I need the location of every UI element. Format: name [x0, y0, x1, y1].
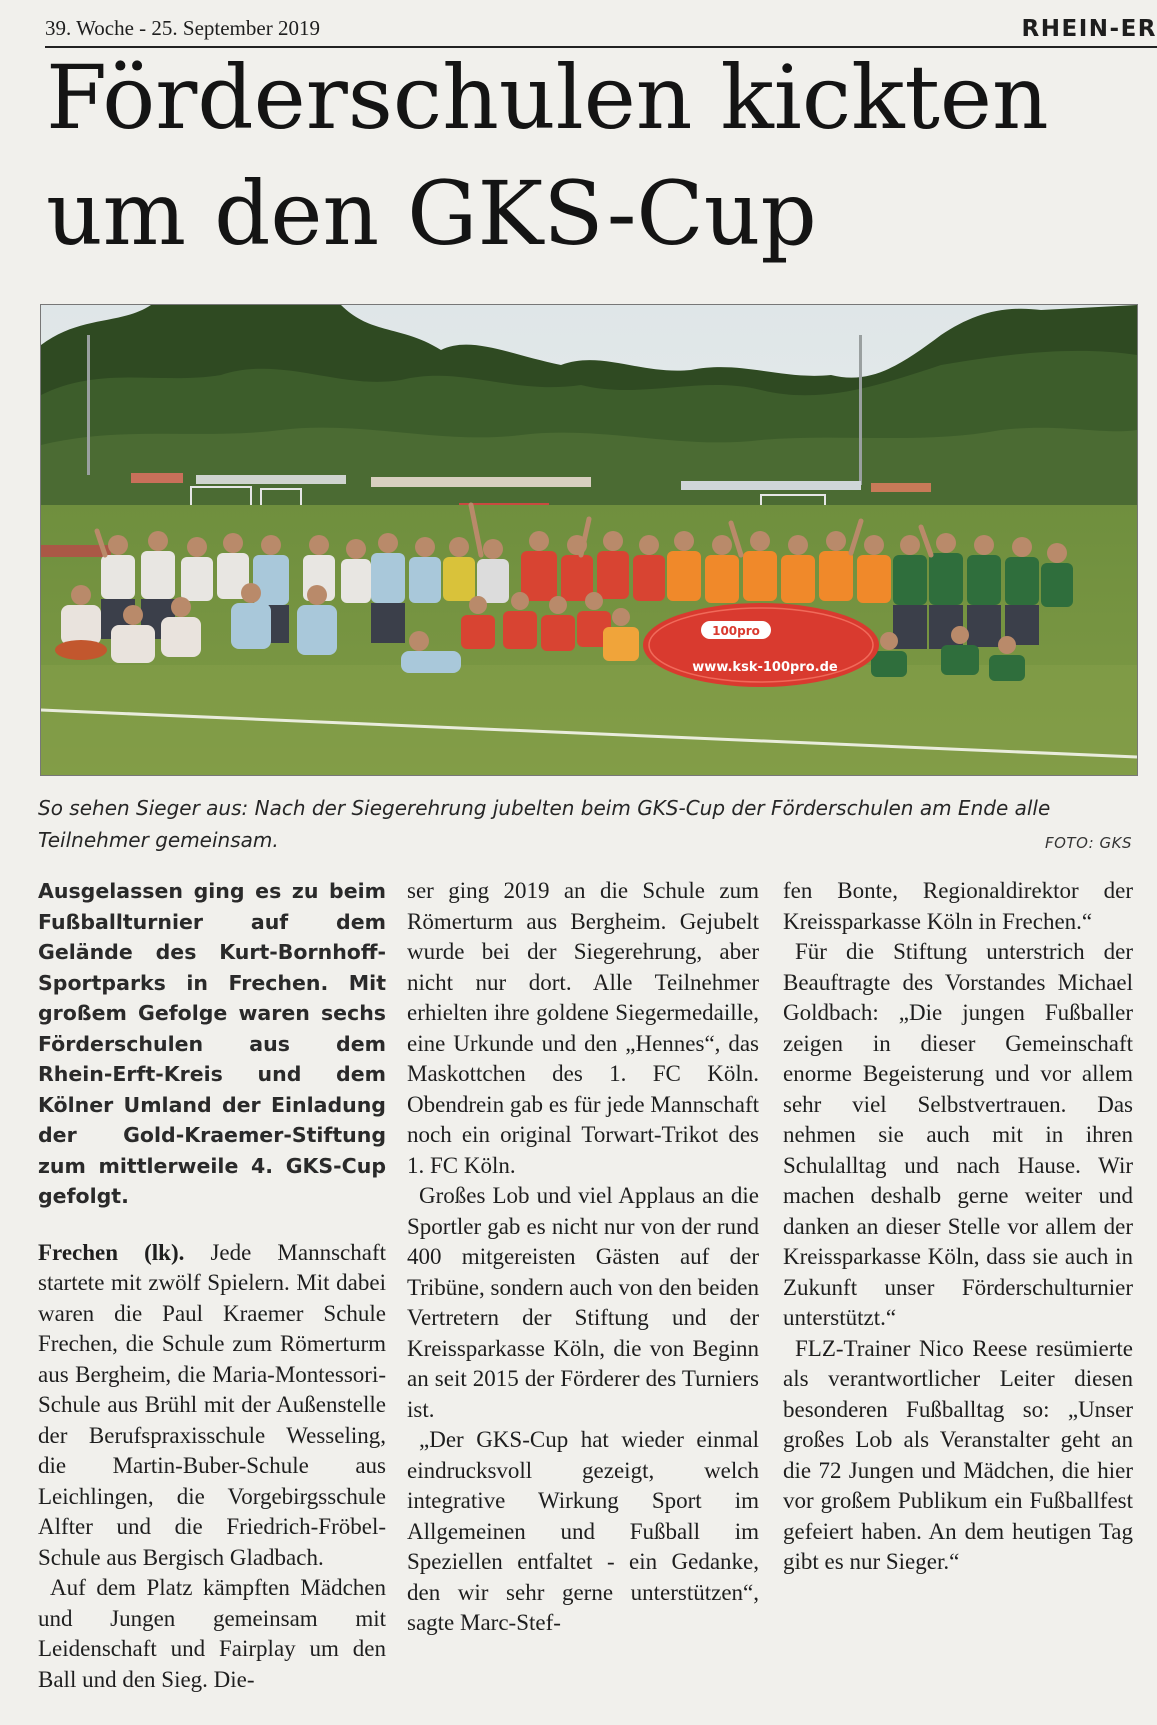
article-paragraph [38, 1238, 386, 1574]
headline-line-1: Förderschulen kickten [46, 46, 1049, 149]
banner-url: www.ksk-100pro.de [692, 660, 838, 675]
section-name: RHEIN-ER [1021, 16, 1157, 42]
article-paragraph-2a: Auf dem Platz kämpften Mädchen und Jungen gemeinsam mit Leidenschaft und Fairplay um den Ball und den Sieg. Die- [38, 1575, 386, 1692]
article-paragraph-2b: ser ging 2019 an die Schule zum Römerturm aus Bergheim. Gejubelt wurde bei der Siegerehrung, aber nicht nur dort. Alle Teilnehmer erhielten ihre goldene Siegermedaille, eine Urkunde und den „Hennes“, das Maskottchen des 1. FC Köln. Obendrein gab es für jede Mannschaft noch ein original Torwart-Trikot des 1. FC Köln. [407, 878, 759, 1178]
banner-logo: 100pro [712, 624, 760, 638]
issue-date: 39. Woche - 25. September 2019 [45, 16, 320, 40]
article-paragraph-6: FLZ-Trainer Nico Reese resümierte als verantwortlicher Leiter diesen besonderen Fußballtag so: „Unser großes Lob als Veranstalter geht an die 72 Jungen und Mädchen, die hier vor großem Publikum ein Fußballfest gefeiert haben. An dem heutigen Tag gibt es nur Sieger.“ [783, 1335, 1133, 1574]
article-lead: Ausgelassen ging es zu beim Fußballturnier auf dem Gelände des Kurt-Bornhoff-Sportparks in Frechen. Mit großem Gefolge waren sechs Förderschulen aus dem Rhein-Erft-Kreis und dem Kölner Umland der Einladung der Gold-Kraemer-Stiftung zum mittlerweile 4. GKS-Cup gefolgt. [38, 879, 386, 1208]
sponsor-banner [643, 603, 879, 687]
article-paragraph-3: Großes Lob und viel Applaus an die Sportler gab es nicht nur von der rund 400 mitgereisten Gästen auf der Tribüne, sondern auch von den beiden Vertretern der Stiftung und der Kreissparkasse Köln, die von Beginn an seit 2015 der Förderer des Turniers ist. [407, 1183, 759, 1422]
article-paragraph-4b: fen Bonte, Regionaldirektor der Kreissparkasse Köln in Frechen.“ [783, 878, 1133, 934]
team-photo [40, 304, 1138, 776]
headline-line-2: um den GKS-Cup [46, 162, 817, 265]
article-column-3 [783, 876, 1133, 1578]
article-paragraph-5: Für die Stiftung unterstrich der Beauftragte des Vorstandes Michael Goldbach: „Die jungen Fußballer zeigen in dieser Gemeinschaft enorme Begeisterung und vor allem sehr viel Selbstvertrauen. Das nehmen sie auch mit in ihren Schulalltag und nach Hause. Wir machen deshalb gerne weiter und danken an dieser Stelle vor allem der Kreissparkasse Köln, dass sie auch in Zukunft unser Förderschulturnier unterstützt.“ [783, 939, 1133, 1330]
photo-caption: So sehen Sieger aus: Nach der Siegerehrung jubelten beim GKS-Cup der Förderschulen am Ende alle Teilnehmer gemeinsam. [38, 796, 1051, 852]
article-paragraph-1: Jede Mannschaft startete mit zwölf Spielern. Mit dabei waren die Paul Kraemer Schule Frechen, die Schule zum Römerturm aus Bergheim, die Maria-Montessori-Schule aus Brühl mit der Außenstelle der Berufspraxisschule Wesseling, die Martin-Buber-Schule aus Leichlingen, die Vorgebirgsschule Alfter und die Friedrich-Fröbel-Schule aus Bergisch Gladbach. [38, 1239, 386, 1570]
headline [46, 40, 1106, 272]
team-photo-illustration [41, 305, 1137, 775]
photo-credit: FOTO: GKS [1045, 834, 1132, 852]
article-byline: Frechen (lk). [38, 1239, 185, 1265]
article-column-1 [38, 876, 386, 1695]
article-column-2 [407, 876, 759, 1639]
article-paragraph-4a: „Der GKS-Cup hat wieder einmal eindrucksvoll gezeigt, welch integrative Wirkung Sport im Allgemeinen und Fußball im Speziellen entfaltet - ein Gedanke, den wir sehr gerne unterstützen“, sagte Marc-Stef- [407, 1427, 759, 1635]
